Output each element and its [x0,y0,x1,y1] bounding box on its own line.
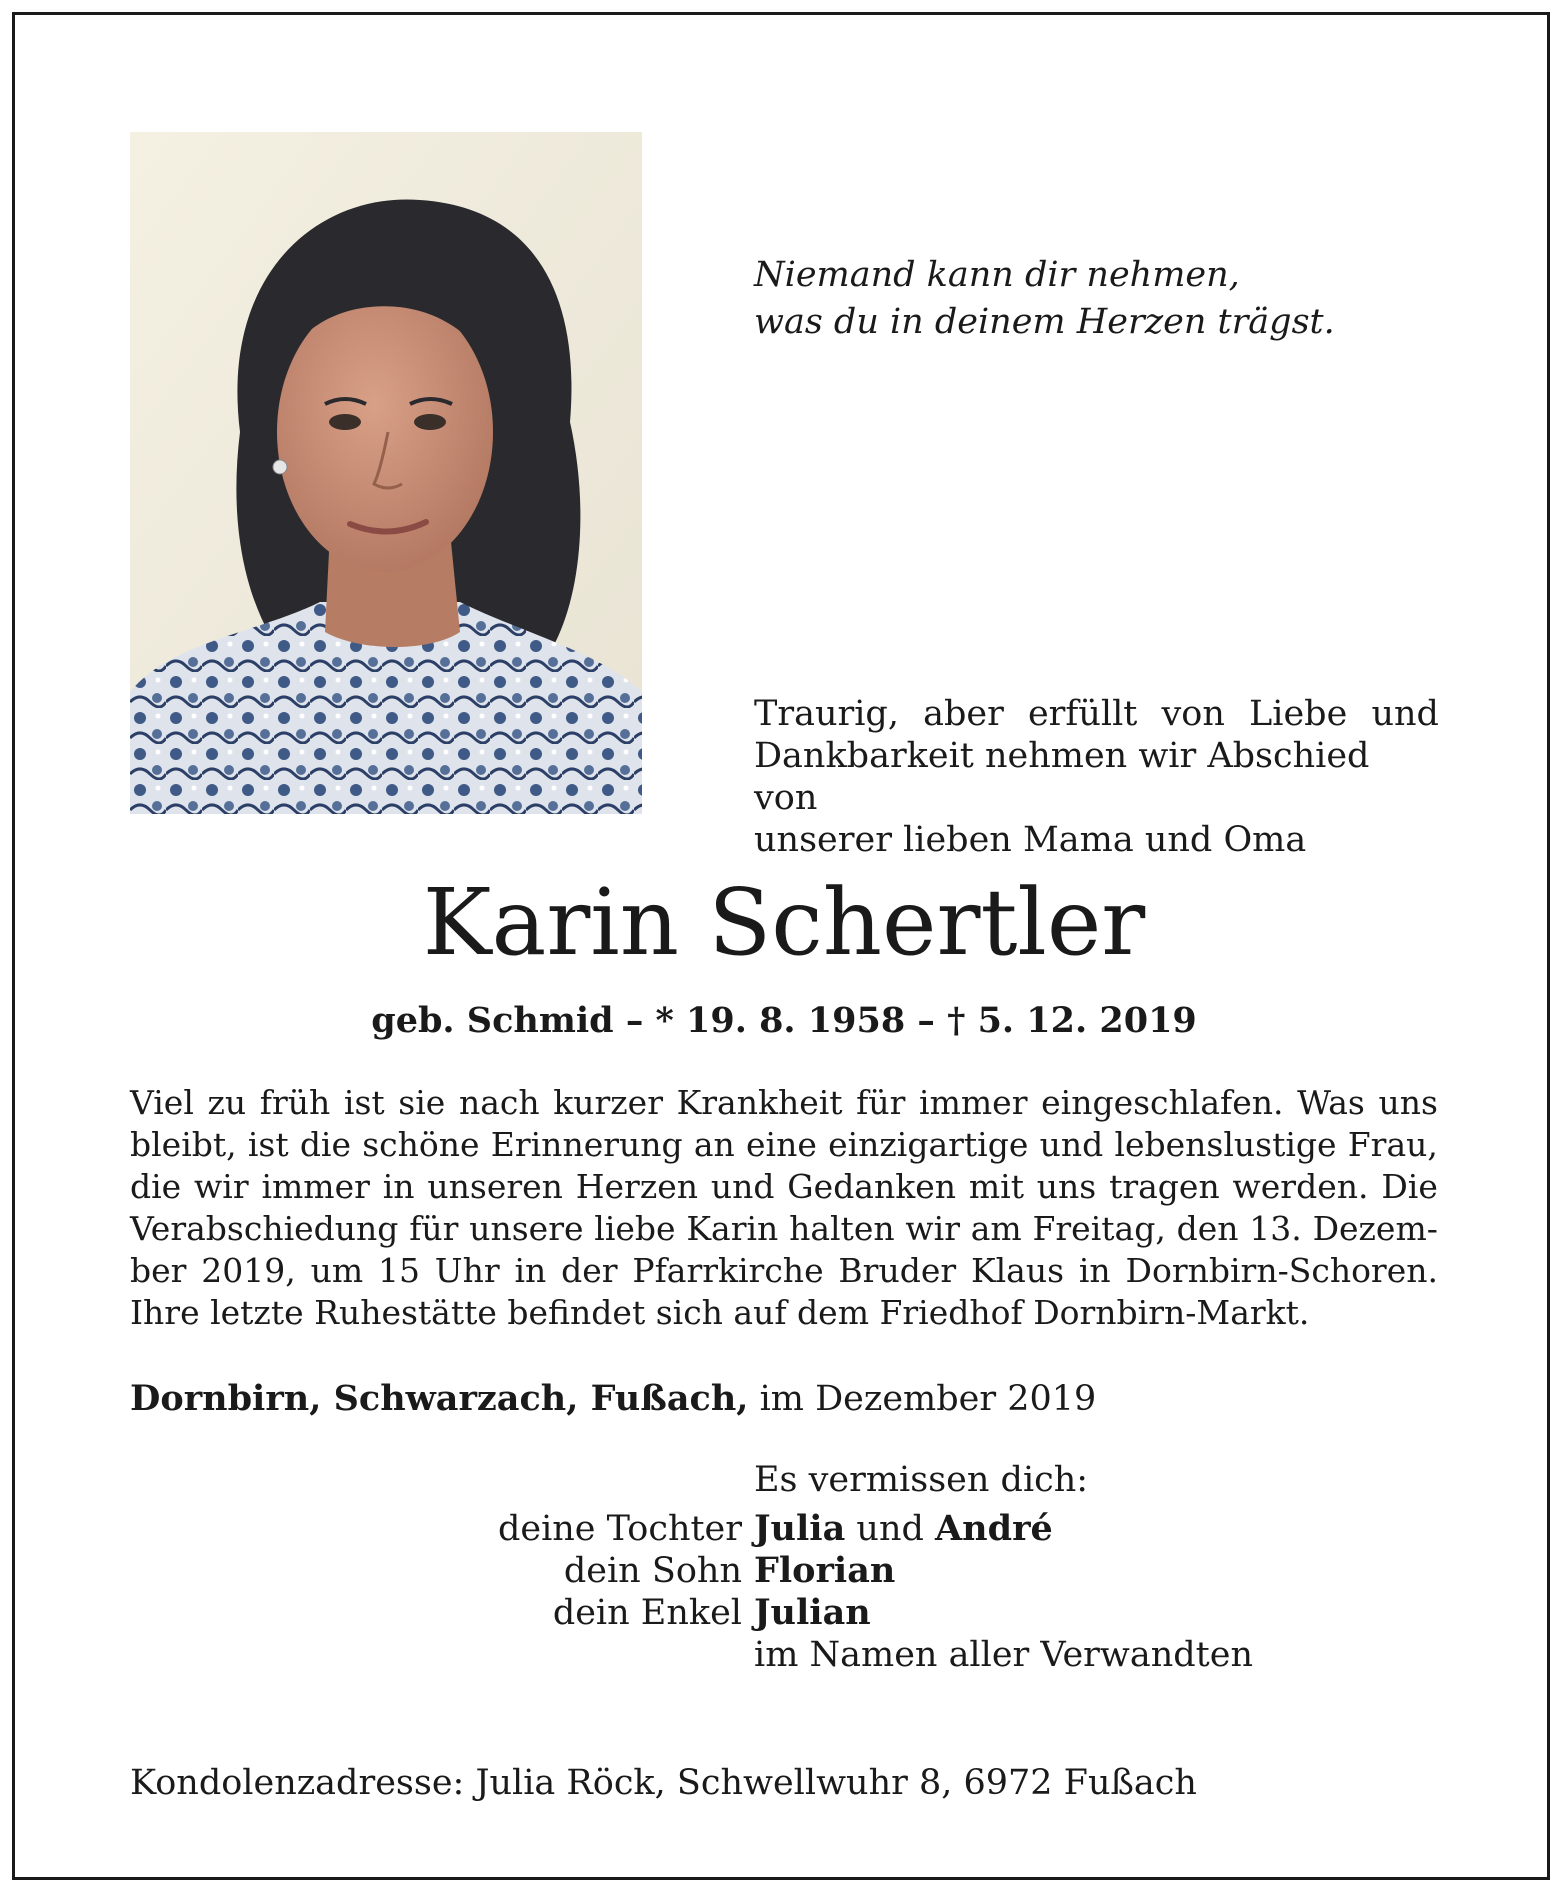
body-word: Krankheit [676,1083,843,1122]
body-word: ist [247,1125,289,1164]
relative-names [754,1508,1053,1550]
body-word: 13. [1249,1209,1302,1248]
relative-row [300,1634,1300,1676]
body-word: unseren [427,1167,563,1206]
body-word: an [693,1125,735,1164]
body-word: in [382,1167,415,1206]
body-word: schöne [362,1125,480,1164]
relatives-footer: im Namen aller Verwandten [754,1635,1253,1675]
body-line [130,1208,1438,1250]
body-word: in [1078,1251,1111,1290]
body-word: die [130,1167,182,1206]
relative-joiner: und [845,1509,936,1549]
body-word: Die [1381,1167,1438,1206]
body-word: werden. [1232,1167,1369,1206]
relative-relation: deine Tochter [497,1509,742,1549]
body-word: der [561,1251,618,1290]
body-word: Was [1297,1083,1365,1122]
intro-word: aber [923,694,1004,734]
body-word: 15 [377,1251,420,1290]
body-line [130,1166,1438,1208]
body-word: ber [130,1251,187,1290]
body-word: halten [789,1209,895,1248]
portrait-photo [130,132,642,814]
place-names: Dornbirn, Schwarzach, Fußach, [130,1378,749,1419]
body-word: wir [194,1167,249,1206]
quote-line-2: was du in deinem Herzen trägst. [754,302,1335,342]
relative-names [754,1592,871,1634]
body-line [130,1124,1438,1166]
body-word: für [856,1083,906,1122]
relative-name: Julian [754,1592,871,1633]
relative-row [300,1508,1300,1550]
body-line [130,1250,1438,1292]
body-word: nach [458,1083,540,1122]
body-word: eingeschlafen. [1041,1083,1284,1122]
birth-death-dates: geb. Schmid – * 19. 8. 1958 – † 5. 12. 2019 [371,1000,1197,1041]
body-word: unsere [469,1209,584,1248]
body-word: ist [343,1083,385,1122]
intro-line-1 [754,693,1439,735]
miss-heading: Es vermissen dich: [754,1460,1089,1500]
body-word: und [710,1167,775,1206]
body-word: Viel [130,1083,194,1122]
body-word: 2019, [201,1251,296,1290]
body-word: einzigartige [828,1125,1029,1164]
notice-body [130,1082,1438,1334]
body-word: Erinnerung [490,1125,683,1164]
body-word: mit [968,1167,1024,1206]
place-date-text: im Dezember 2019 [748,1379,1097,1419]
body-word: Karin [686,1209,779,1248]
intro-word: Liebe [1249,694,1348,734]
intro-line-2: Dankbarkeit nehmen wir Abschied von [754,736,1370,818]
body-word: Herzen [575,1167,698,1206]
intro-word: und [1371,694,1439,734]
body-word: um [310,1251,364,1290]
body-word: uns [1378,1083,1438,1122]
intro-text [754,693,1439,861]
deceased-name: Karin Schertler [422,869,1146,976]
relative-spacer [300,1634,754,1676]
body-word: früh [259,1083,331,1122]
relatives-list [300,1508,1300,1676]
relative-row [300,1592,1300,1634]
body-word: Dornbirn-Schoren. [1125,1251,1438,1290]
body-word: am [970,1209,1022,1248]
body-line [130,1082,1438,1124]
intro-word: erfüllt [1027,694,1138,734]
relative-row [300,1550,1300,1592]
body-word: Freitag, [1032,1209,1166,1248]
body-word: Dezem- [1312,1209,1438,1248]
body-word: Pfarrkirche [632,1251,824,1290]
body-word: den [1176,1209,1239,1248]
body-word: sie [398,1083,446,1122]
body-word: uns [1036,1167,1097,1206]
body-word: bleibt, [130,1125,237,1164]
quote-line-1: Niemand kann dir nehmen, [754,255,1240,295]
body-line-last: Ihre letzte Ruhestätte befindet sich auf dem Friedhof Dornbirn-Markt. [130,1293,1310,1332]
body-word: Uhr [434,1251,500,1290]
intro-word: von [1161,694,1225,734]
relative-name: Julia [754,1508,846,1549]
body-word: immer [261,1167,370,1206]
condolence-address: Kondolenzadresse: Julia Röck, Schwellwuhr 8, 6972 Fußach [130,1763,1197,1803]
body-word: Gedanken [787,1167,957,1206]
relative-name: Florian [754,1550,896,1591]
body-word: in [514,1251,547,1290]
body-word: kurzer [553,1083,663,1122]
intro-line-3: unserer lieben Mama und Oma [754,820,1307,860]
relative-names [754,1550,895,1592]
body-word: Klaus [970,1251,1065,1290]
body-word: für [409,1209,459,1248]
body-word: lebenslustige [1114,1125,1337,1164]
intro-word: Traurig, [754,694,899,734]
body-word: immer [919,1083,1028,1122]
body-word: Frau, [1347,1125,1438,1164]
body-word: wir [905,1209,960,1248]
body-word: liebe [594,1209,676,1248]
body-word: Bruder [838,1251,957,1290]
relative-name: André [935,1508,1053,1549]
body-word: Verabschiedung [130,1209,399,1248]
body-word: eine [745,1125,817,1164]
body-word: tragen [1109,1167,1220,1206]
body-word: und [1039,1125,1104,1164]
place-date [130,1378,1096,1419]
body-word: die [299,1125,352,1164]
relative-relation: dein Enkel [552,1593,742,1633]
body-word: zu [207,1083,247,1122]
quote [754,252,1335,346]
relative-relation: dein Sohn [563,1551,742,1591]
